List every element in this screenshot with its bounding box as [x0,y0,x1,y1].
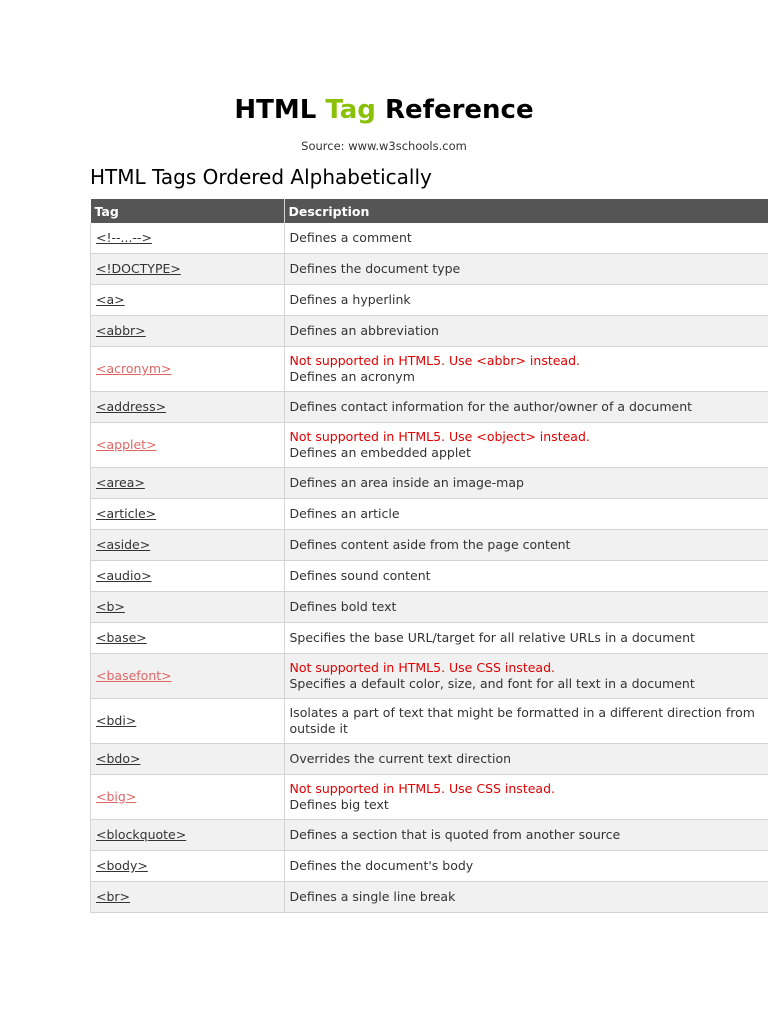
tag-link[interactable]: <bdi> [96,713,137,728]
description-cell [284,744,768,775]
tag-cell [91,223,285,254]
description-cell [284,223,768,254]
description-text: Defines content aside from the page content [289,537,571,552]
deprecation-note: Not supported in HTML5. Use <abbr> instead. [289,353,580,368]
tag-cell [91,530,285,561]
description-text: Specifies a default color, size, and font for all text in a document [289,676,695,691]
tag-cell [91,851,285,882]
tag-cell [91,623,285,654]
description-cell [284,820,768,851]
description-cell [284,499,768,530]
tag-cell [91,347,285,392]
description-cell [284,592,768,623]
description-text: Defines the document type [289,261,461,276]
description-text: Defines an abbreviation [289,323,439,338]
tag-link[interactable]: <!--...--> [96,230,152,245]
description-cell [284,882,768,913]
description-text: Defines a section that is quoted from another source [289,827,621,842]
description-text: Defines an acronym [289,369,415,384]
tag-cell [91,254,285,285]
description-cell [284,623,768,654]
tag-link[interactable]: <a> [96,292,125,307]
table-row [91,820,768,851]
table-body [91,223,768,913]
tag-cell [91,882,285,913]
tag-cell [91,775,285,820]
tag-link[interactable]: <bdo> [96,751,141,766]
table-row [91,654,768,699]
tag-link[interactable]: <br> [96,889,131,904]
description-cell [284,699,768,744]
tag-link[interactable]: <acronym> [96,361,172,376]
description-cell [284,423,768,468]
table-row [91,468,768,499]
title-tag-accent: Tag [325,95,376,125]
table-row [91,882,768,913]
table-row [91,347,768,392]
tag-cell [91,654,285,699]
description-text: Defines an article [289,506,400,521]
description-text: Defines sound content [289,568,431,583]
tag-link[interactable]: <area> [96,475,145,490]
table-row [91,530,768,561]
table-row [91,851,768,882]
tag-link[interactable]: <body> [96,858,148,873]
tag-link[interactable]: <basefont> [96,668,172,683]
tag-link[interactable]: <aside> [96,537,151,552]
description-text: Defines a single line break [289,889,456,904]
tag-cell [91,499,285,530]
tag-reference-table [90,199,768,913]
table-row [91,561,768,592]
tag-link[interactable]: <base> [96,630,147,645]
tag-link[interactable]: <abbr> [96,323,146,338]
source-line: Source: www.w3schools.com [301,139,467,153]
tag-cell [91,285,285,316]
table-row [91,775,768,820]
table-row [91,423,768,468]
column-header-tag: Tag [91,199,285,223]
description-text: Defines an area inside an image-map [289,475,524,490]
tag-link[interactable]: <!DOCTYPE> [96,261,181,276]
table-row [91,285,768,316]
description-text: Defines bold text [289,599,397,614]
description-text: Specifies the base URL/target for all relative URLs in a document [289,630,695,645]
tag-cell [91,561,285,592]
table-row [91,623,768,654]
tag-cell [91,699,285,744]
description-cell [284,316,768,347]
tag-link[interactable]: <applet> [96,437,157,452]
table-row [91,592,768,623]
title-html: HTML [234,95,317,125]
tag-cell [91,744,285,775]
deprecation-note: Not supported in HTML5. Use <object> instead. [289,429,590,444]
deprecation-note: Not supported in HTML5. Use CSS instead. [289,781,555,796]
section-heading: HTML Tags Ordered Alphabetically [90,165,432,189]
tag-link[interactable]: <b> [96,599,125,614]
title-reference: Reference [384,95,534,125]
description-cell [284,347,768,392]
tag-cell [91,316,285,347]
tag-link[interactable]: <big> [96,789,137,804]
page-title [0,92,768,128]
tag-cell [91,423,285,468]
table-header-row [91,199,768,223]
table-row [91,744,768,775]
table-row [91,699,768,744]
tag-link[interactable]: <blockquote> [96,827,187,842]
description-text: Overrides the current text direction [289,751,512,766]
description-text: Defines big text [289,797,389,812]
description-cell [284,775,768,820]
description-text-continued: outside it [289,721,348,736]
tag-cell [91,392,285,423]
deprecation-note: Not supported in HTML5. Use CSS instead. [289,660,555,675]
description-text: Isolates a part of text that might be formatted in a different direction from [289,705,755,720]
description-cell [284,392,768,423]
description-cell [284,468,768,499]
description-cell [284,254,768,285]
description-cell [284,561,768,592]
tag-link[interactable]: <article> [96,506,157,521]
tag-cell [91,468,285,499]
tag-link[interactable]: <audio> [96,568,152,583]
description-cell [284,285,768,316]
description-cell [284,530,768,561]
description-cell [284,851,768,882]
description-text: Defines contact information for the author/owner of a document [289,399,693,414]
description-text: Defines the document's body [289,858,474,873]
column-header-description: Description [284,199,768,223]
tag-cell [91,820,285,851]
table-row [91,254,768,285]
description-text: Defines a comment [289,230,412,245]
tag-link[interactable]: <address> [96,399,167,414]
description-text: Defines an embedded applet [289,445,471,460]
table-row [91,316,768,347]
table-row [91,499,768,530]
description-text: Defines a hyperlink [289,292,411,307]
table-row [91,223,768,254]
description-cell [284,654,768,699]
tag-cell [91,592,285,623]
table-row [91,392,768,423]
